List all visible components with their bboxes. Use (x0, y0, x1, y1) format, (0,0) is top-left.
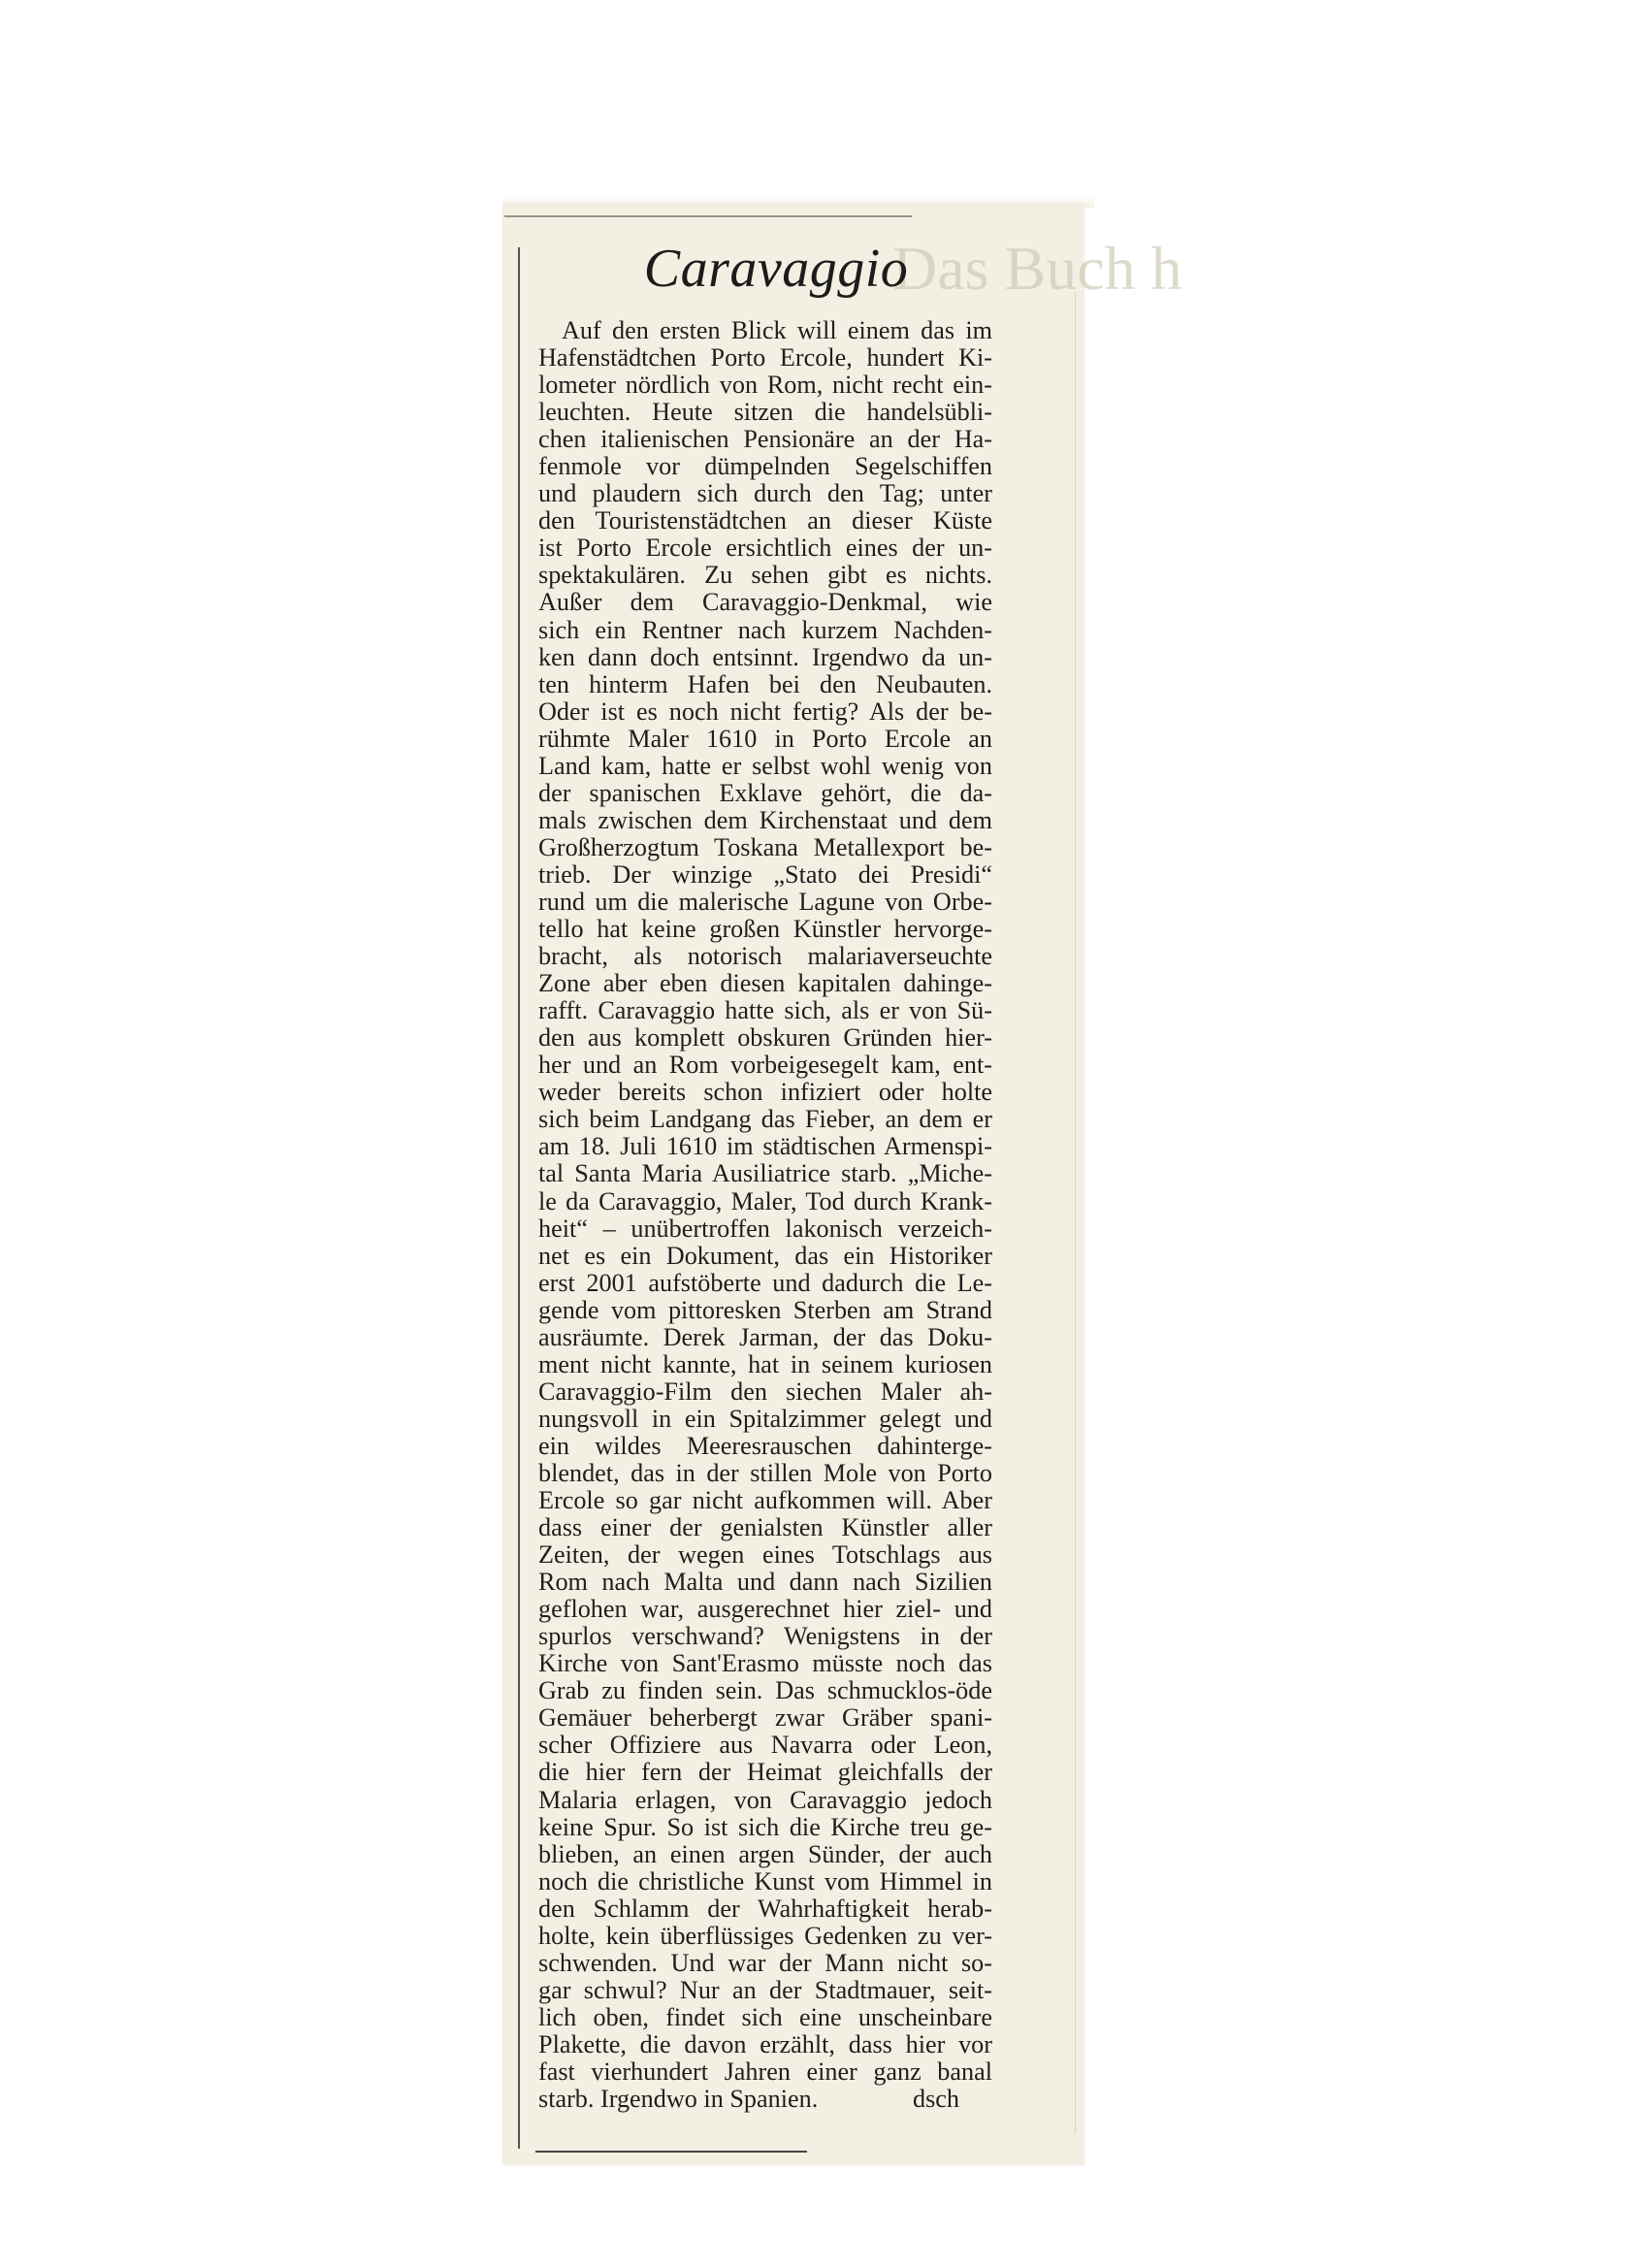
article-line: her und an Rom vorbeigesegelt kam, ent- (538, 1052, 992, 1080)
article-line: ein wildes Meeresrauschen dahinterge- (538, 1432, 992, 1460)
article-line: geflohen war, ausgerechnet hier ziel- und (538, 1596, 992, 1624)
article-line: rafft. Caravaggio hatte sich, als er von Sü- (538, 997, 992, 1025)
article-line: tello hat keine großen Künstler hervorge- (538, 916, 992, 944)
article-line: erst 2001 aufstöberte und dadurch die Le- (538, 1269, 992, 1297)
article-body (538, 317, 992, 2113)
article-line: Rom nach Malta und dann nach Sizilien (538, 1569, 992, 1597)
article-line: leuchten. Heute sitzen die handelsübli- (538, 399, 992, 427)
article-line: ausräumte. Derek Jarman, der das Doku- (538, 1323, 992, 1351)
top-rule (504, 215, 912, 217)
article-line: Plakette, die davon erzählt, dass hier vor (538, 2030, 992, 2058)
article-line: am 18. Juli 1610 im städtischen Armenspi- (538, 1133, 992, 1161)
article-line: Grab zu finden sein. Das schmucklos-öde (538, 1677, 992, 1705)
bottom-rule (535, 2151, 807, 2153)
article-closing-sentence: starb. Irgendwo in Spanien. (538, 2086, 819, 2114)
article-line: Ercole so gar nicht aufkommen will. Aber (538, 1487, 992, 1515)
article-line: der spanischen Exklave gehört, die da- (538, 779, 992, 807)
article-line: Großherzogtum Toskana Metallexport be- (538, 833, 992, 861)
article-line: Oder ist es noch nicht fertig? Als der be- (538, 697, 992, 726)
article-line: sich beim Landgang das Fieber, an dem er (538, 1106, 992, 1134)
article-line: sich ein Rentner nach kurzem Nachden- (538, 616, 992, 644)
article-line: und plaudern sich durch den Tag; unter (538, 480, 992, 508)
article-line: blieben, an einen argen Sünder, der auch (538, 1840, 992, 1868)
article-line: gar schwul? Nur an der Stadtmauer, seit- (538, 1976, 992, 2004)
article-line: dass einer der genialsten Künstler aller (538, 1514, 992, 1542)
author-signature: dsch (912, 2086, 959, 2114)
article-line: le da Caravaggio, Maler, Tod durch Krank- (538, 1187, 992, 1215)
article-line: Auf den ersten Blick will einem das im (562, 317, 992, 344)
article-title: Caravaggio (643, 239, 909, 299)
article-last-line (538, 2086, 992, 2113)
article-line: fast vierhundert Jahren einer ganz banal (538, 2058, 992, 2086)
article-line: ist Porto Ercole ersichtlich eines der un- (538, 535, 992, 563)
article-line: rund um die malerische Lagune von Orbe- (538, 888, 992, 916)
article-line: holte, kein überflüssiges Gedenken zu ver- (538, 1922, 992, 1950)
article-line: ken dann doch entsinnt. Irgendwo da un- (538, 643, 992, 671)
article-line: den Schlamm der Wahrhaftigkeit herab- (538, 1895, 992, 1923)
article-line: keine Spur. So ist sich die Kirche treu ge- (538, 1813, 992, 1841)
article-line: ten hinterm Hafen bei den Neubauten. (538, 670, 992, 698)
article-line: Zone aber eben diesen kapitalen dahinge- (538, 970, 992, 998)
article-line: noch die christliche Kunst vom Himmel in (538, 1867, 992, 1895)
article-line: rühmte Maler 1610 in Porto Ercole an (538, 725, 992, 753)
article-line: weder bereits schon infiziert oder holte (538, 1079, 992, 1107)
article-line: spektakulären. Zu sehen gibt es nichts. (538, 562, 992, 590)
article-line: fenmole vor dümpelnden Segelschiffen (538, 453, 992, 481)
article-line: lometer nördlich von Rom, nicht recht ein- (538, 372, 992, 400)
article-line: net es ein Dokument, das ein Historiker (538, 1242, 992, 1270)
article-line: spurlos verschwand? Wenigstens in der (538, 1623, 992, 1651)
article-line: Außer dem Caravaggio-Denkmal, wie (538, 589, 992, 617)
article-line: Malaria erlagen, von Caravaggio jedoch (538, 1786, 992, 1814)
article-line: tal Santa Maria Ausiliatrice starb. „Miche- (538, 1160, 992, 1188)
article-line: scher Offiziere aus Navarra oder Leon, (538, 1732, 992, 1760)
article-line: mals zwischen dem Kirchenstaat und dem (538, 806, 992, 834)
article-line: Kirche von Sant'Erasmo müsste noch das (538, 1650, 992, 1678)
article-line: nungsvoll in ein Spitalzimmer gelegt und (538, 1405, 992, 1433)
article-line: Caravaggio-Film den siechen Maler ah- (538, 1377, 992, 1406)
article-line: gende vom pittoresken Sterben am Strand (538, 1296, 992, 1324)
column-rule-left (518, 247, 520, 2149)
article-line: Hafenstädtchen Porto Ercole, hundert Ki- (538, 344, 992, 373)
article-line: heit“ – unübertroffen lakonisch verzeich- (538, 1215, 992, 1243)
article-line: Zeiten, der wegen eines Totschlags aus (538, 1541, 992, 1570)
article-line: Gemäuer beherbergt zwar Gräber spani- (538, 1704, 992, 1733)
article-line: trieb. Der winzige „Stato dei Presidi“ (538, 860, 992, 889)
bleed-through-heading: Das Buch h (892, 234, 1182, 303)
article-line: schwenden. Und war der Mann nicht so- (538, 1949, 992, 1977)
article-line: den aus komplett obskuren Gründen hier- (538, 1024, 992, 1053)
column-rule-right-faint (1075, 291, 1076, 2134)
article-line: chen italienischen Pensionäre an der Ha- (538, 426, 992, 454)
article-line: blendet, das in der stillen Mole von Porto (538, 1459, 992, 1487)
article-line: ment nicht kannte, hat in seinem kuriosen (538, 1350, 992, 1378)
article-line: die hier fern der Heimat gleichfalls der (538, 1759, 992, 1787)
article-line: bracht, als notorisch malariaverseuchte (538, 943, 992, 971)
article-line: lich oben, findet sich eine unscheinbare (538, 2003, 992, 2031)
article-line: den Touristenstädtchen an dieser Küste (538, 507, 992, 535)
article-line: Land kam, hatte er selbst wohl wenig von (538, 752, 992, 780)
